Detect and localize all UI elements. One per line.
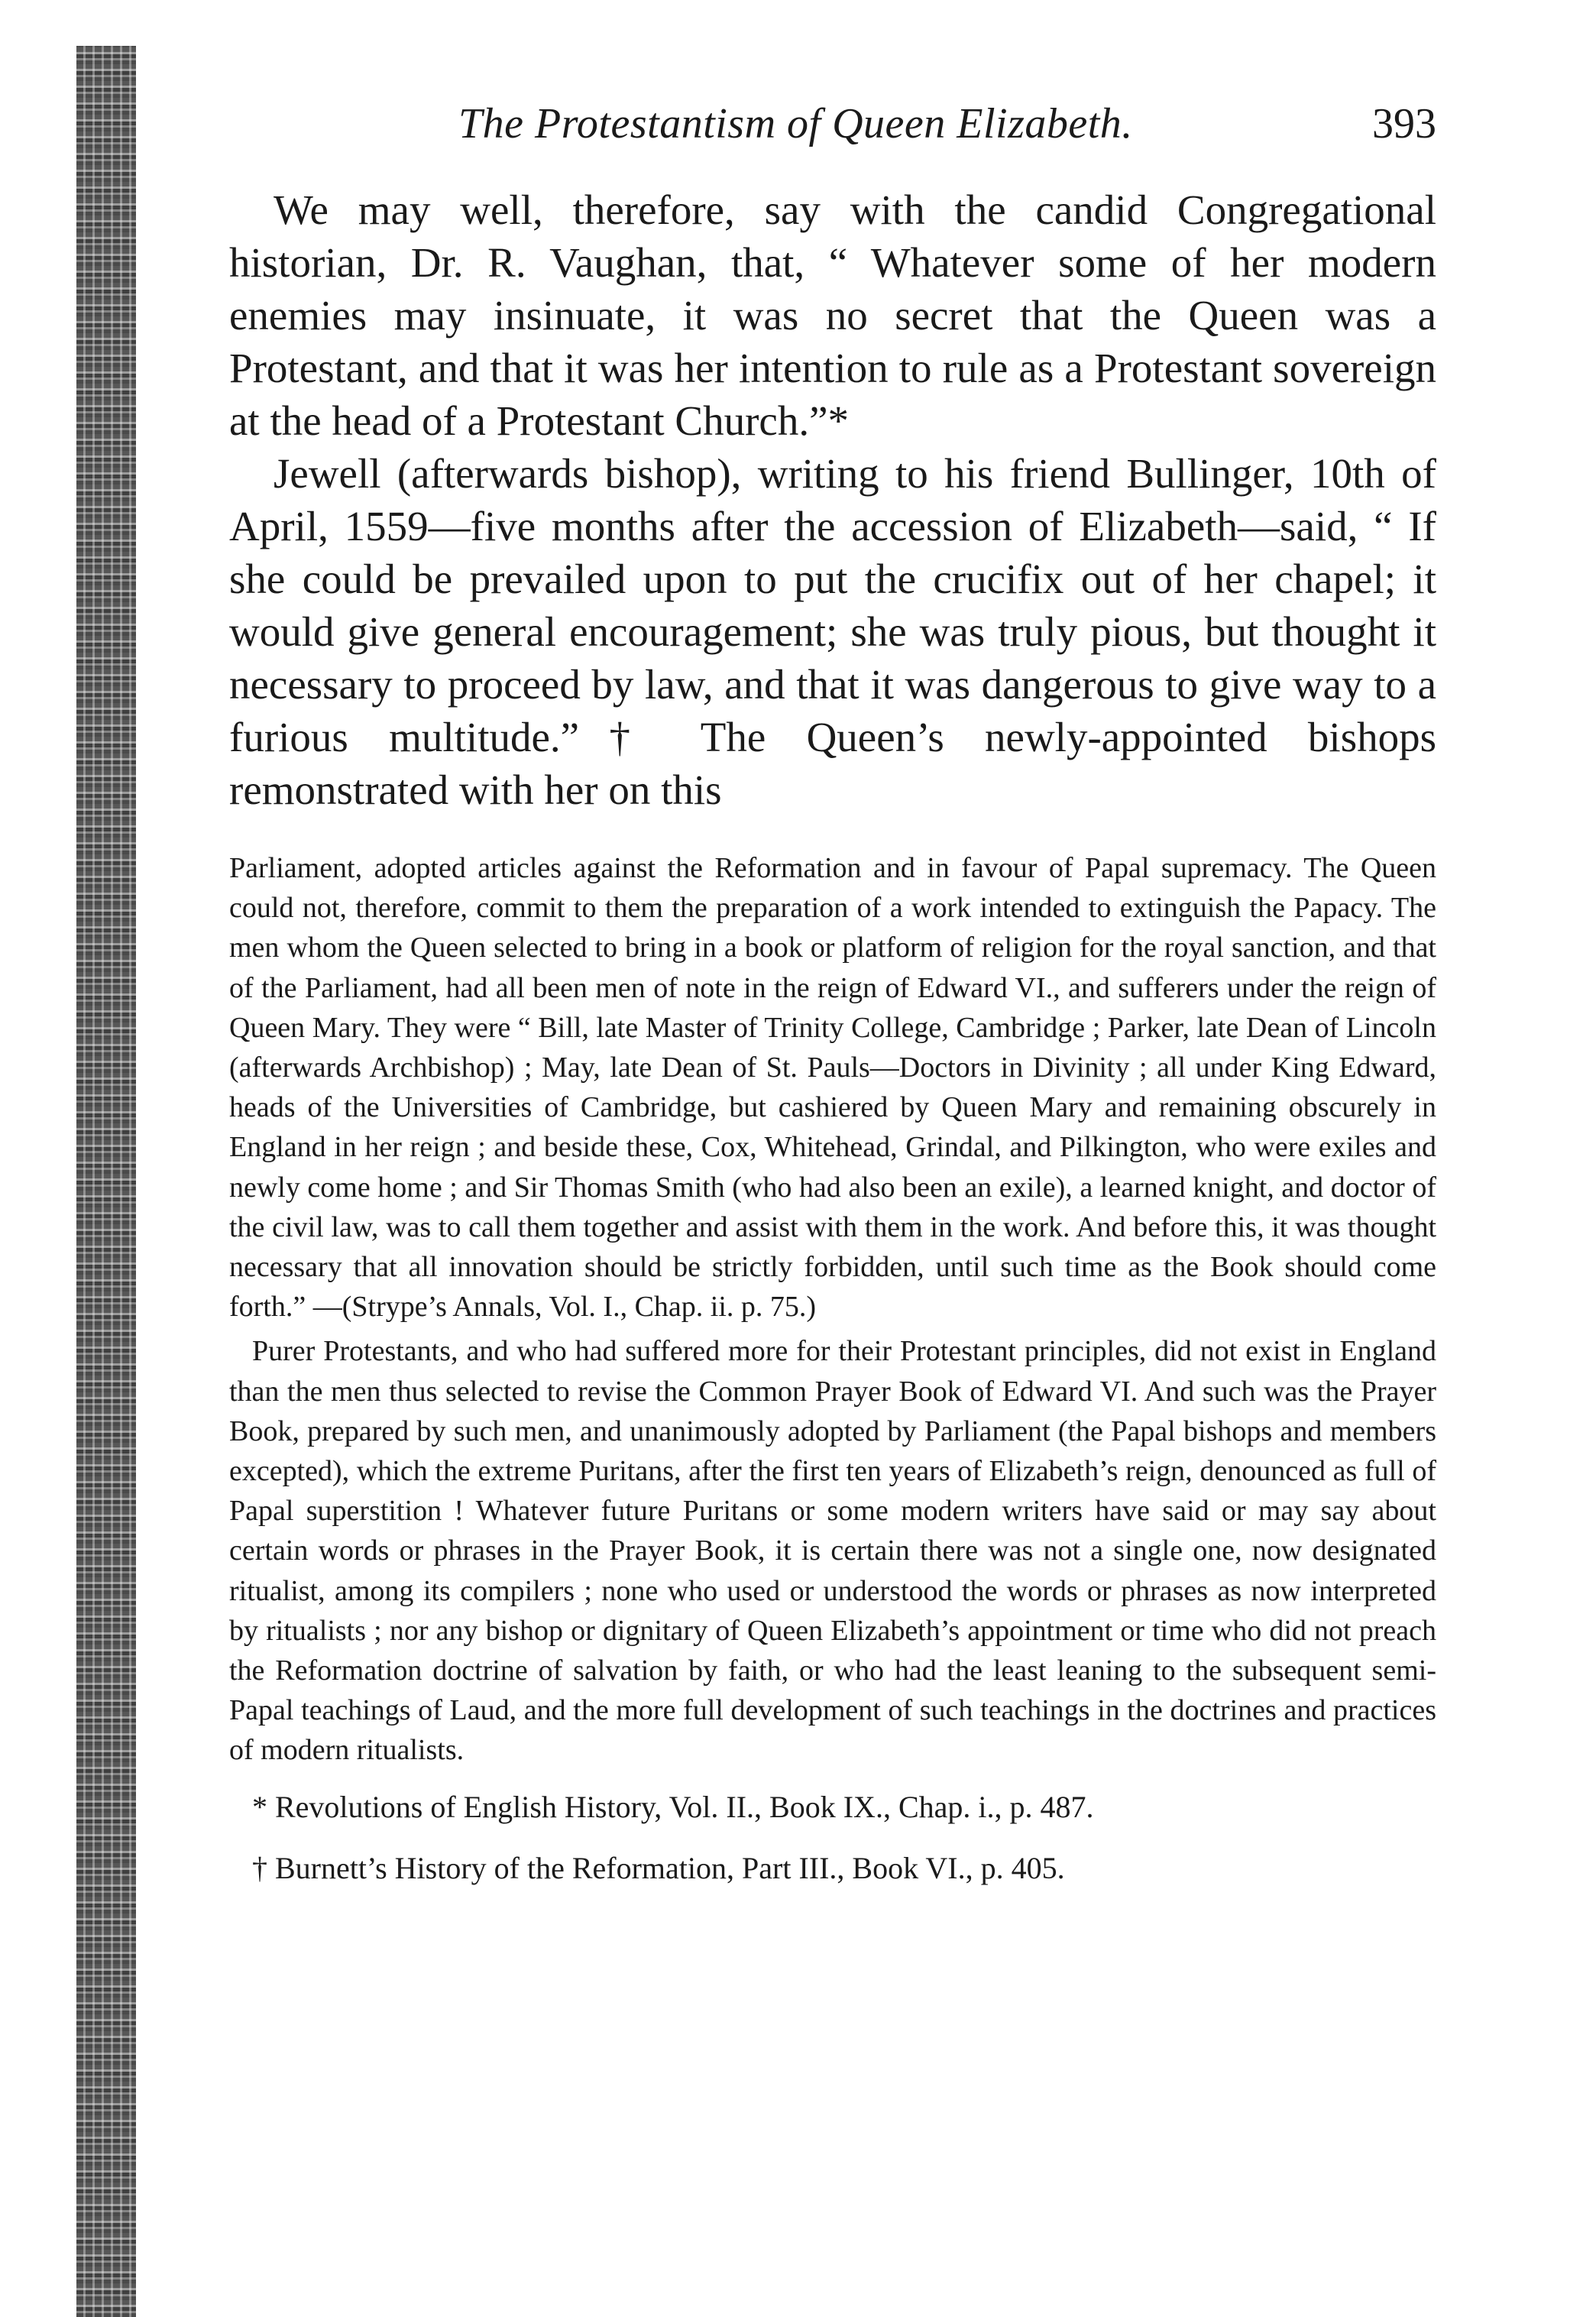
page-number: 393 [1372,100,1436,147]
running-head [229,99,1436,160]
page-binding-edge [76,46,136,2317]
footnote-reference: * Revolutions of English History, Vol. II., Book IX., Chap. i., p. 487. [252,1789,1094,1824]
book-page [229,99,1436,1891]
running-title: The Protestantism of Queen Elizabeth. [458,100,1133,147]
body-paragraph: We may well, therefore, say with the candid Congregational historian, Dr. R. Vaughan, that, “ Whatever some of her modern enemies may insinuate, it was no secret that the Queen was a Protestant, and that it was her intention to rule as a Protestant sovereign at the head of a Protestant Church.”* [229,186,1436,444]
main-text [229,183,1436,816]
notes-section [229,848,1436,1891]
note-paragraph: Purer Protestants, and who had suffered more for their Protestant principles, did not exist in England than the men thus selected to revise the Common Prayer Book of Edward VI. And such was the Prayer Book, prepared by such men, and unanimously adopted by Parliament (the Papal bishops and members excepted), which the extreme Puritans, after the first ten years of Elizabeth’s reign, denounced as full of Papal superstition ! Whatever future Puritans or some modern writers have said or may say about certain words or phrases in the Prayer Book, it is certain there was not a single one, now designated ritualist, among its compilers ; none who used or understood the words or phrases as now interpreted by ritualists ; nor any bishop or dignitary of Queen Elizabeth’s appointment or time who did not preach the Reformation doctrine of salvation by faith, or who had the least leaning to the subsequent semi-Papal teachings of Laud, and the more full development of such teachings in the doctrines and practices of modern ritualists. [229,1335,1436,1767]
body-paragraph: Jewell (afterwards bishop), writing to his friend Bullinger, 10th of April, 1559—five months after the accession of Elizabeth—said, “ If she could be prevailed upon to put the crucifix out of her chapel; it would give general encouragement; she was truly pious, but thought it necessary to proceed by law, and that it was dangerous to give way to a furious multitude.”† The Queen’s newly-appointed bishops remonstrated with her on this [229,450,1436,813]
note-paragraph: Parliament, adopted articles against the Reformation and in favour of Papal supremacy. The Queen could not, therefore, commit to them the preparation of a work intended to extinguish the Papacy. The men whom the Queen selected to bring in a book or platform of religion for the royal sanction, and that of the Parliament, had all been men of note in the reign of Edward VI., and sufferers under the reign of Queen Mary. They were “ Bill, late Master of Trinity College, Cambridge ; Parker, late Dean of Lincoln (afterwards Archbishop) ; May, late Dean of St. Pauls—Doctors in Divinity ; all under King Edward, heads of the Universities of Cambridge, but cashiered by Queen Mary and remaining obscurely in England in her reign ; and beside these, Cox, Whitehead, Grindal, and Pilkington, who were exiles and newly come home ; and Sir Thomas Smith (who had also been an exile), a learned knight, and doctor of the civil law, was to call them together and assist with them in the work. And before this, it was thought necessary that all innovation should be strictly forbidden, until such time as the Book should come forth.” —(Strype’s Annals, Vol. I., Chap. ii. p. 75.) [229,852,1436,1324]
footnote-reference: † Burnett’s History of the Reformation, Part III., Book VI., p. 405. [252,1850,1065,1885]
